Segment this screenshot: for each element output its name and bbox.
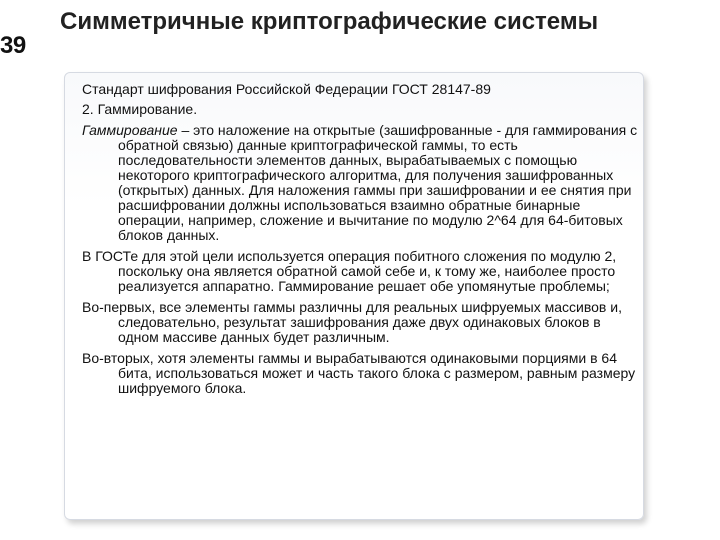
slide-number: 39 [0, 32, 26, 59]
content-text [82, 82, 638, 402]
gost-paragraph: В ГОСТе для этой цели используется операция побитного сложения по модулю 2, поскольку она является обратной самой себе и, к тому же, наиболее просто реализуется аппаратно. Гаммирование решает обе упомянутые проблемы; [82, 248, 617, 294]
first-paragraph: Во-первых, все элементы гаммы различны для реальных шифруемых массивов и, следовательно, результат зашифрования даже двух одинаковых блоков в одном массиве данных будет различным. [82, 299, 622, 345]
standard-heading: Стандарт шифрования Российской Федерации ГОСТ 28147-89 [82, 81, 491, 97]
section-heading: 2. Гаммирование. [82, 101, 198, 117]
second-paragraph: Во-вторых, хотя элементы гаммы и вырабатываются одинаковыми порциями в 64 бита, использоваться может и часть такого блока с размером, равным размеру шифруемого блока. [82, 350, 636, 396]
definition-paragraph [82, 123, 638, 243]
definition-text: – это наложение на открытые (зашифрованные - для гаммирования с обратной связью) данные криптографической гаммы, то есть последовательности элементов данных, вырабатываемых с помощью некоторого криптографического алгоритма, для получения зашифрованных (открытых) данных. Для наложения гаммы при зашифровании и ее снятия при расшифровании должны использоваться взаимно обратные бинарные операции, например, сложение и вычитание по модулю 2^64 для 64-битовых блоков данных. [118, 122, 638, 243]
slide-title: Симметричные криптографические системы [60, 8, 599, 35]
definition-term: Гаммирование [82, 122, 178, 138]
